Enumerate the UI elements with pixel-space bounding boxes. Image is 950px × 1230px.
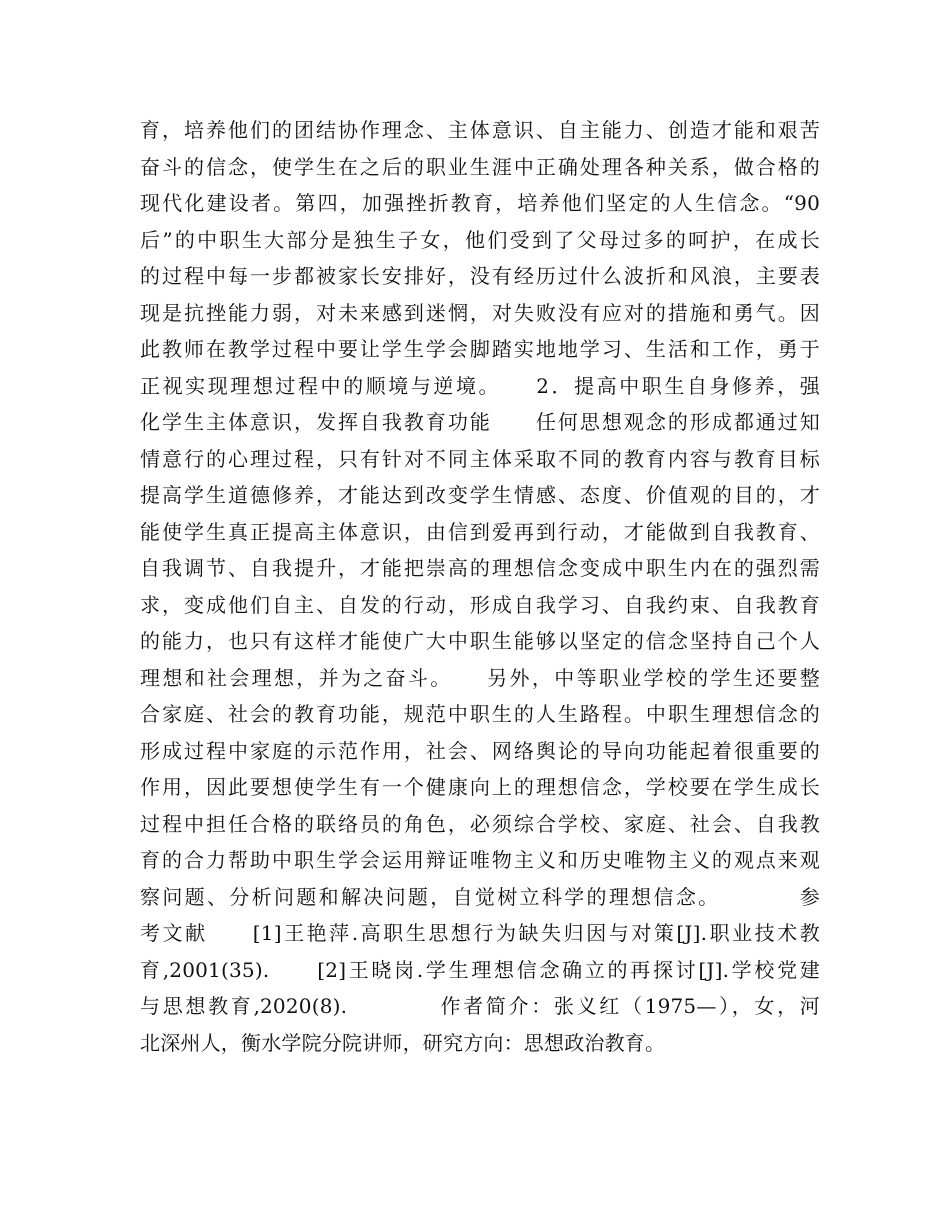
text-line-25: 与思想教育,2020(8). 作者简介：张义红（1975—），女，河: [140, 994, 820, 1018]
text-line-13: 自我调节、自我提升，才能把崇高的理想信念变成中职生内在的强烈需: [140, 556, 820, 580]
text-line-18: 形成过程中家庭的示范作用，社会、网络舆论的导向功能起着很重要的: [140, 738, 820, 763]
text-line-1: 育，培养他们的团结协作理念、主体意识、自主能力、创造才能和艰苦: [140, 118, 820, 142]
text-line-26: 北深州人，衡水学院分院讲师，研究方向：思想政治教育。: [140, 1030, 666, 1055]
text-line-4: 后”的中职生大部分是独生子女，他们受到了父母过多的呵护，在成长: [140, 227, 820, 252]
text-line-19: 作用，因此要想使学生有一个健康向上的理想信念，学校要在学生成长: [140, 775, 820, 799]
text-line-22: 察问题、分析问题和解决问题，自觉树立科学的理想信念。 参: [140, 884, 820, 909]
text-line-16: 理想和社会理想，并为之奋斗。 另外，中等职业学校的学生还要整: [140, 665, 820, 690]
text-line-21: 育的合力帮助中职生学会运用辩证唯物主义和历史唯物主义的观点来观: [140, 848, 820, 872]
text-line-7: 此教师在教学过程中要让学生学会脚踏实地地学习、生活和工作，勇于: [140, 337, 820, 361]
text-line-5: 的过程中每一步都被家长安排好，没有经历过什么波折和风浪，主要表: [140, 264, 820, 288]
text-line-15: 的能力，也只有这样才能使广大中职生能够以坚定的信念坚持自己个人: [140, 629, 820, 653]
text-line-17: 合家庭、社会的教育功能，规范中职生的人生路程。中职生理想信念的: [140, 702, 820, 726]
text-line-2: 奋斗的信念，使学生在之后的职业生涯中正确处理各种关系，做合格的: [140, 154, 820, 179]
text-line-11: 提高学生道德修养，才能达到改变学生情感、态度、价值观的目的，才: [140, 483, 820, 507]
text-line-3: 现代化建设者。第四，加强挫折教育，培养他们坚定的人生信念。“90: [140, 191, 820, 215]
text-line-20: 过程中担任合格的联络员的角色，必须综合学校、家庭、社会、自我教: [140, 811, 820, 836]
text-line-23: 考文献 [1]王艳萍.高职生思想行为缺失归因与对策[J].职业技术教: [140, 921, 820, 945]
text-line-14: 求，变成他们自主、自发的行动，形成自我学习、自我约束、自我教育: [140, 592, 820, 617]
body-text: [140, 112, 820, 1061]
text-line-12: 能使学生真正提高主体意识，由信到爱再到行动，才能做到自我教育、: [140, 519, 820, 544]
text-line-9: 化学生主体意识，发挥自我教育功能 任何思想观念的形成都通过知: [140, 410, 820, 434]
text-line-24: 育,2001(35). [2]王晓岗.学生理想信念确立的再探讨[J].学校党建: [140, 957, 820, 982]
text-line-6: 现是抗挫能力弱，对未来感到迷惘，对失败没有应对的措施和勇气。因: [140, 300, 820, 325]
text-line-8: 正视实现理想过程中的顺境与逆境。 2．提高中职生自身修养，强: [140, 373, 820, 398]
text-line-10: 情意行的心理过程，只有针对不同主体采取不同的教育内容与教育目标: [140, 446, 820, 471]
